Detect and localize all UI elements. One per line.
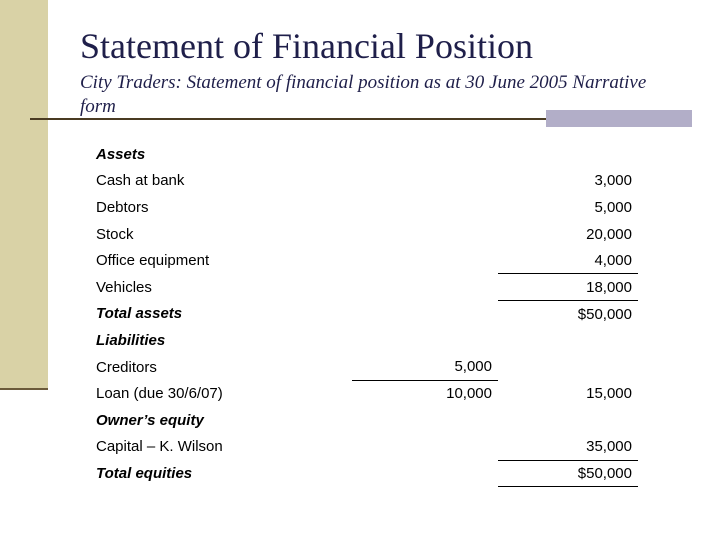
table-row	[90, 354, 638, 381]
row-subtotal: 5,000	[454, 358, 492, 376]
row-label: Creditors	[96, 358, 157, 376]
row-subtotal	[352, 221, 498, 248]
row-label: Vehicles	[96, 278, 152, 296]
row-label: Total equities	[96, 464, 193, 482]
row-total: 20,000	[586, 225, 632, 243]
left-decorative-bar	[0, 0, 48, 388]
row-subtotal	[352, 141, 498, 168]
slide-title: Statement of Financial Position	[80, 26, 533, 66]
row-label: Debtors	[96, 198, 149, 216]
table-row	[90, 247, 638, 274]
row-subtotal	[352, 301, 498, 328]
row-subtotal	[352, 274, 498, 301]
table-row	[90, 274, 638, 301]
row-subtotal	[352, 460, 498, 487]
table-row-assets-heading	[90, 141, 638, 168]
row-total: $50,000	[498, 460, 638, 487]
slide-subtitle: City Traders: Statement of financial position as at 30 June 2005 Narrative form	[80, 72, 647, 117]
row-subtotal	[352, 194, 498, 221]
row-label: Stock	[96, 225, 134, 243]
row-label: Loan (due 30/6/07)	[96, 385, 223, 403]
table-row-total-assets	[90, 301, 638, 328]
row-total: 4,000	[594, 251, 632, 269]
row-total: 5,000	[594, 198, 632, 216]
table-row	[90, 194, 638, 221]
table-row	[90, 168, 638, 195]
row-label: Assets	[96, 145, 146, 163]
row-total: $50,000	[498, 301, 638, 328]
row-label: Owner’s equity	[96, 411, 204, 429]
row-total: 3,000	[594, 172, 632, 190]
row-subtotal: 10,000	[352, 380, 498, 407]
left-bar-edge	[0, 388, 48, 390]
accent-block	[546, 110, 692, 127]
row-total	[498, 354, 638, 381]
row-subtotal	[352, 327, 498, 354]
row-label: Capital – K. Wilson	[96, 438, 223, 456]
table-row	[90, 380, 638, 407]
financial-position-table	[90, 141, 638, 487]
row-subtotal	[352, 168, 498, 195]
row-subtotal	[352, 407, 498, 434]
row-total	[498, 407, 638, 434]
row-total: 18,000	[498, 274, 638, 301]
table-row-total-equities	[90, 460, 638, 487]
row-subtotal	[352, 247, 498, 274]
row-total	[498, 141, 638, 168]
row-label: Liabilities	[96, 331, 166, 349]
table-row-equity-heading	[90, 407, 638, 434]
row-label: Office equipment	[96, 252, 210, 270]
table-row	[90, 434, 638, 461]
row-total: 15,000	[586, 385, 632, 403]
row-subtotal	[352, 434, 498, 461]
table-row-liabilities-heading	[90, 327, 638, 354]
table-row	[90, 221, 638, 248]
row-total: 35,000	[586, 438, 632, 456]
row-total	[498, 327, 638, 354]
row-label: Total assets	[96, 305, 183, 323]
row-label: Cash at bank	[96, 172, 185, 190]
